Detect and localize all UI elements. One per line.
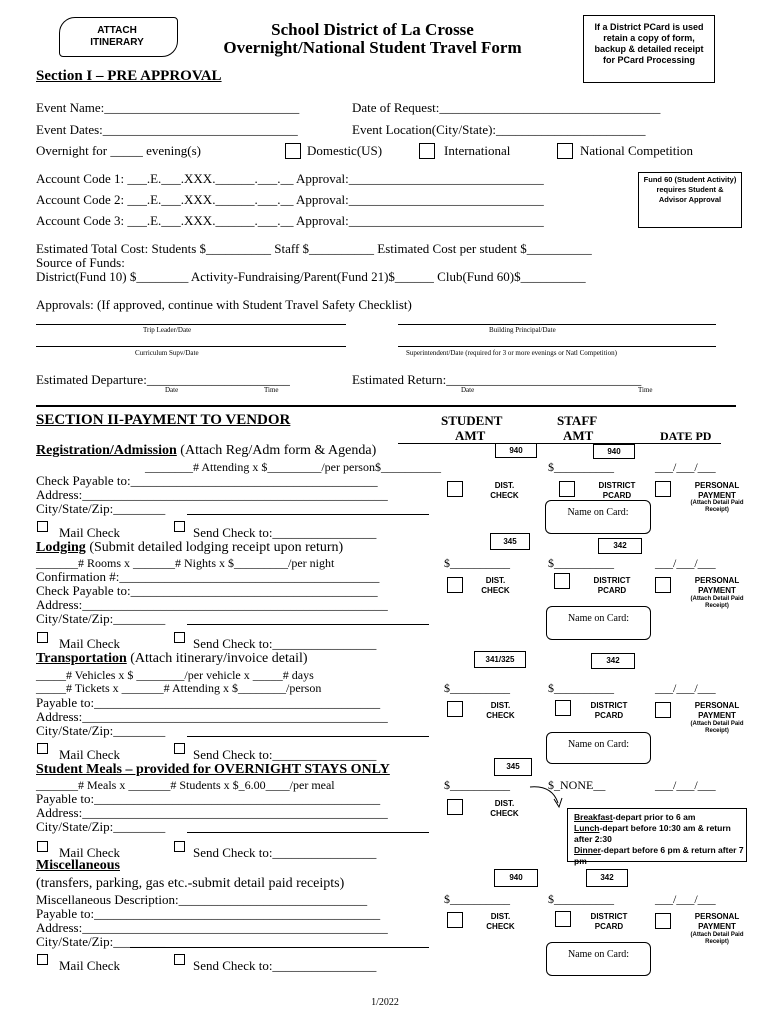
transportation-title-main: Transportation bbox=[36, 651, 127, 666]
national-competition-checkbox[interactable] bbox=[557, 143, 573, 159]
domestic-checkbox[interactable] bbox=[285, 143, 301, 159]
misc-attach-detail: (Attach Detail Paid Receipt) bbox=[690, 932, 744, 945]
lodging-title bbox=[36, 540, 343, 556]
breakfast-label: Breakfast bbox=[574, 812, 613, 822]
approvals-label: Approvals: (If approved, continue with Student Travel Safety Checklist) bbox=[36, 297, 412, 312]
registration-title-main: Registration/Admission bbox=[36, 443, 177, 458]
attach-itinerary-label: ATTACH ITINERARY bbox=[90, 25, 144, 48]
meals-dist-check-checkbox[interactable] bbox=[447, 799, 463, 815]
meals-student-code: 345 bbox=[494, 758, 532, 776]
transportation-student-amt-field[interactable]: $__________ bbox=[444, 681, 510, 695]
registration-send-check-field[interactable]: Send Check to:________________ bbox=[193, 525, 377, 540]
estimated-return-field[interactable]: Estimated Return:______________________________ bbox=[352, 372, 642, 387]
transportation-payable-field[interactable]: Payable to:____________________________________________ bbox=[36, 695, 381, 710]
misc-staff-code: 342 bbox=[586, 869, 628, 887]
lunch-label: Lunch bbox=[574, 823, 600, 833]
fund-amounts-field[interactable]: District(Fund 10) $________ Activity-Fundraising/Parent(Fund 21)$______ Club(Fund 60)$__________ bbox=[36, 269, 586, 284]
transportation-send-check-field[interactable]: Send Check to:________________ bbox=[193, 747, 377, 762]
lodging-city-line2[interactable] bbox=[187, 624, 429, 625]
registration-staff-amt-field[interactable]: $__________ bbox=[548, 460, 614, 474]
estimated-departure-field[interactable]: Estimated Departure:______________________ bbox=[36, 372, 290, 387]
lodging-date-pd-field[interactable]: ___/___/___ bbox=[655, 556, 716, 570]
lodging-send-check-field[interactable]: Send Check to:________________ bbox=[193, 636, 377, 651]
col-date-pd-label: DATE PD bbox=[660, 429, 712, 443]
misc-city-line2[interactable] bbox=[130, 947, 429, 948]
registration-city-field[interactable]: City/State/Zip:________ bbox=[36, 501, 166, 516]
event-location-field[interactable]: Event Location(City/State):_______________________ bbox=[352, 122, 646, 137]
registration-check-payable-field[interactable]: Check Payable to:______________________________________ bbox=[36, 473, 378, 488]
lodging-name-on-card[interactable] bbox=[546, 606, 651, 640]
fund60-note: Fund 60 (Student Activity) requires Student & Advisor Approval bbox=[643, 175, 737, 204]
name-on-card-label: Name on Card: bbox=[567, 507, 629, 518]
name-on-card-label: Name on Card: bbox=[567, 949, 630, 960]
dinner-label: Dinner bbox=[574, 845, 601, 855]
lodging-staff-amt-field[interactable]: $__________ bbox=[548, 556, 614, 570]
transportation-mail-check-checkbox[interactable] bbox=[37, 743, 48, 754]
registration-staff-code: 940 bbox=[593, 444, 635, 459]
lunch-text: -depart before 10:30 am & return after 2:30 bbox=[574, 823, 731, 844]
dinner-text: -depart before 6 pm & return after 7 pm bbox=[574, 845, 744, 866]
transportation-personal-checkbox[interactable] bbox=[655, 702, 671, 718]
meals-send-check-checkbox[interactable] bbox=[174, 841, 185, 852]
form-title-line2: Overnight/National Student Travel Form bbox=[223, 38, 522, 57]
misc-send-check-field[interactable]: Send Check to:________________ bbox=[193, 958, 377, 973]
registration-send-check-checkbox[interactable] bbox=[174, 521, 185, 532]
domestic-label: Domestic(US) bbox=[307, 143, 383, 158]
event-dates-field[interactable]: Event Dates:______________________________ bbox=[36, 122, 298, 137]
section2-heading: SECTION II-PAYMENT TO VENDOR bbox=[36, 412, 291, 428]
misc-staff-amt-field[interactable]: $__________ bbox=[548, 892, 614, 906]
international-label: International bbox=[444, 143, 511, 158]
meals-per-meal-field[interactable]: _______# Meals x _______# Students x $_6.00____/per meal bbox=[36, 778, 335, 792]
meals-payable-field[interactable]: Payable to:____________________________________________ bbox=[36, 791, 381, 806]
departure-date-label: Date bbox=[165, 386, 179, 394]
transportation-pcard-label: DISTRICT PCARD bbox=[590, 701, 628, 720]
form-title-line1: School District of La Crosse bbox=[271, 20, 474, 39]
transportation-date-pd-field[interactable]: ___/___/___ bbox=[655, 681, 716, 695]
transportation-title-note: (Attach itinerary/invoice detail) bbox=[126, 651, 308, 666]
lodging-title-main: Lodging bbox=[36, 540, 86, 555]
col-staff-amt-label: AMT bbox=[563, 428, 594, 443]
lodging-address-field[interactable]: Address:_______________________________________________ bbox=[36, 597, 388, 612]
transportation-staff-amt-field[interactable]: $__________ bbox=[548, 681, 614, 695]
misc-name-on-card[interactable] bbox=[546, 942, 651, 976]
transportation-attach-detail: (Attach Detail Paid Receipt) bbox=[690, 721, 744, 734]
registration-student-code: 940 bbox=[495, 443, 537, 458]
col-student-amt-label: AMT bbox=[455, 428, 486, 443]
registration-mail-check-label: Mail Check bbox=[59, 525, 121, 540]
curriculum-signature-line[interactable] bbox=[36, 346, 346, 347]
lunch-rule bbox=[574, 823, 744, 845]
registration-pcard-checkbox[interactable] bbox=[559, 481, 575, 497]
return-date-label: Date bbox=[461, 386, 475, 394]
meals-staff-amt-field[interactable]: $_NONE__ bbox=[548, 778, 606, 792]
meals-city-line2[interactable] bbox=[187, 832, 429, 833]
registration-date-pd-field[interactable]: ___/___/___ bbox=[655, 460, 716, 474]
attach-itinerary-box bbox=[59, 17, 178, 57]
national-competition-label: National Competition bbox=[580, 143, 694, 158]
transportation-dist-check-label: DIST. CHECK bbox=[486, 701, 515, 720]
event-name-field[interactable]: Event Name:______________________________ bbox=[36, 100, 300, 115]
misc-dist-check-label: DIST. CHECK bbox=[486, 912, 515, 931]
meals-student-amt-field[interactable]: $__________ bbox=[444, 778, 510, 792]
registration-mail-check-checkbox[interactable] bbox=[37, 521, 48, 532]
registration-personal-label: PERSONAL PAYMENT bbox=[694, 481, 740, 500]
lodging-send-check-checkbox[interactable] bbox=[174, 632, 185, 643]
meals-send-check-field[interactable]: Send Check to:________________ bbox=[193, 845, 377, 860]
fund60-note-box bbox=[638, 172, 742, 228]
lodging-rooms-nights-field[interactable]: _______# Rooms x _______# Nights x $_________/per night bbox=[36, 556, 335, 570]
misc-description-field[interactable]: Miscellaneous Description:_____________________________ bbox=[36, 892, 368, 907]
superintendent-label: Superintendent/Date (required for 3 or more evenings or Natl Competition) bbox=[406, 349, 617, 357]
misc-send-check-checkbox[interactable] bbox=[174, 954, 185, 965]
misc-mail-check-label: Mail Check bbox=[59, 958, 121, 973]
misc-personal-label: PERSONAL PAYMENT bbox=[694, 912, 740, 931]
name-on-card-label: Name on Card: bbox=[567, 739, 630, 750]
meals-city-field[interactable]: City/State/Zip:________ bbox=[36, 819, 166, 834]
meals-dist-check-label: DIST. CHECK bbox=[490, 799, 519, 818]
registration-attending-field[interactable]: ________# Attending x $_________/per person$__________ bbox=[145, 460, 441, 474]
lodging-city-field[interactable]: City/State/Zip:________ bbox=[36, 611, 166, 626]
lodging-pcard-checkbox[interactable] bbox=[554, 573, 570, 589]
principal-signature-line[interactable] bbox=[398, 324, 716, 325]
transportation-pcard-checkbox[interactable] bbox=[555, 700, 571, 716]
lodging-mail-check-label: Mail Check bbox=[59, 636, 121, 651]
column-header-underline bbox=[398, 443, 721, 444]
misc-subtitle: (transfers, parking, gas etc.-submit detail paid receipts) bbox=[36, 876, 345, 891]
trip-leader-label: Trip Leader/Date bbox=[143, 326, 192, 334]
meals-address-field[interactable]: Address:_______________________________________________ bbox=[36, 805, 388, 820]
transportation-title bbox=[36, 651, 308, 667]
lodging-attach-detail: (Attach Detail Paid Receipt) bbox=[690, 596, 744, 609]
transportation-personal-label: PERSONAL PAYMENT bbox=[694, 701, 740, 720]
account-code-2-field[interactable]: Account Code 2: ___.E.___.XXX.______.___.__ Approval:______________________________ bbox=[36, 192, 544, 207]
lodging-personal-checkbox[interactable] bbox=[655, 577, 671, 593]
international-checkbox[interactable] bbox=[419, 143, 435, 159]
trip-leader-signature-line[interactable] bbox=[36, 324, 346, 325]
form-version: 1/2022 bbox=[371, 997, 399, 1008]
misc-pcard-checkbox[interactable] bbox=[555, 911, 571, 927]
curriculum-supv-label: Curriculum Supv/Date bbox=[135, 349, 199, 357]
col-student-label: STUDENT bbox=[441, 413, 503, 428]
lodging-mail-check-checkbox[interactable] bbox=[37, 632, 48, 643]
misc-title: Miscellaneous bbox=[36, 858, 120, 873]
registration-title-note: (Attach Reg/Adm form & Agenda) bbox=[176, 443, 377, 458]
registration-address-field[interactable]: Address:_______________________________________________ bbox=[36, 487, 388, 502]
misc-pcard-label: DISTRICT PCARD bbox=[590, 912, 628, 931]
registration-personal-checkbox[interactable] bbox=[655, 481, 671, 497]
lodging-dist-check-label: DIST. CHECK bbox=[481, 576, 510, 595]
lodging-staff-code: 342 bbox=[598, 538, 642, 554]
lodging-title-note: (Submit detailed lodging receipt upon return) bbox=[85, 540, 344, 555]
transportation-dist-check-checkbox[interactable] bbox=[447, 701, 463, 717]
transportation-city-line2[interactable] bbox=[187, 736, 429, 737]
misc-personal-checkbox[interactable] bbox=[655, 913, 671, 929]
departure-time-label: Time bbox=[264, 386, 279, 394]
registration-pcard-label: DISTRICT PCARD bbox=[598, 481, 636, 500]
lodging-personal-label: PERSONAL PAYMENT bbox=[694, 576, 740, 595]
transportation-tickets-field[interactable]: _____# Tickets x _______# Attending x $________/person bbox=[36, 681, 322, 695]
transportation-vehicles-field[interactable]: _____# Vehicles x $ ________/per vehicle x _____# days bbox=[36, 668, 314, 682]
transportation-mail-check-label: Mail Check bbox=[59, 747, 121, 762]
registration-attach-detail: (Attach Detail Paid Receipt) bbox=[690, 500, 744, 513]
transportation-city-field[interactable]: City/State/Zip:________ bbox=[36, 723, 166, 738]
transportation-name-on-card[interactable] bbox=[546, 732, 651, 764]
misc-city-field[interactable]: City/State/Zip:________ bbox=[36, 934, 166, 949]
building-principal-label: Building Principal/Date bbox=[489, 326, 556, 334]
dinner-rule bbox=[574, 845, 744, 867]
lodging-student-code: 345 bbox=[490, 533, 530, 550]
transportation-student-code: 341/325 bbox=[474, 651, 526, 668]
source-of-funds-label: Source of Funds: bbox=[36, 255, 125, 270]
estimated-total-cost-field[interactable]: Estimated Total Cost: Students $__________ Staff $__________ Estimated Cost per student $__________ bbox=[36, 241, 592, 256]
section-divider bbox=[36, 405, 736, 407]
section1-heading: Section I – PRE APPROVAL bbox=[36, 68, 222, 84]
misc-mail-check-checkbox[interactable] bbox=[37, 954, 48, 965]
registration-dist-check-label: DIST. CHECK bbox=[490, 481, 519, 500]
date-of-request-field[interactable]: Date of Request:__________________________________ bbox=[352, 100, 661, 115]
misc-dist-check-checkbox[interactable] bbox=[447, 912, 463, 928]
return-time-label: Time bbox=[638, 386, 653, 394]
pcard-note-box bbox=[583, 15, 715, 83]
account-code-1-field[interactable]: Account Code 1: ___.E.___.XXX.______.___.__ Approval:______________________________ bbox=[36, 171, 544, 186]
overnight-evenings-field[interactable]: Overnight for _____ evening(s) bbox=[36, 143, 201, 158]
misc-date-pd-field[interactable]: ___/___/___ bbox=[655, 892, 716, 906]
breakfast-text: -depart prior to 6 am bbox=[612, 812, 696, 822]
registration-name-on-card[interactable] bbox=[545, 500, 651, 534]
lodging-student-amt-field[interactable]: $__________ bbox=[444, 556, 510, 570]
meals-arrow-icon bbox=[528, 783, 568, 813]
account-code-3-field[interactable]: Account Code 3: ___.E.___.XXX.______.___.__ Approval:______________________________ bbox=[36, 213, 544, 228]
transportation-send-check-checkbox[interactable] bbox=[174, 743, 185, 754]
lodging-check-payable-field[interactable]: Check Payable to:______________________________________ bbox=[36, 583, 378, 598]
meals-date-pd-field[interactable]: ___/___/___ bbox=[655, 778, 716, 792]
misc-student-amt-field[interactable]: $__________ bbox=[444, 892, 510, 906]
misc-payable-field[interactable]: Payable to:____________________________________________ bbox=[36, 906, 381, 921]
registration-city-line2[interactable] bbox=[187, 514, 429, 515]
registration-dist-check-checkbox[interactable] bbox=[447, 481, 463, 497]
col-staff-label: STAFF bbox=[557, 413, 598, 428]
transportation-staff-code: 342 bbox=[591, 653, 635, 669]
pcard-note: If a District PCard is used retain a copy of form, backup & detailed receipt for PCard Processing bbox=[594, 22, 704, 65]
misc-student-code: 940 bbox=[494, 869, 538, 887]
breakfast-rule bbox=[574, 812, 744, 823]
name-on-card-label: Name on Card: bbox=[567, 613, 630, 624]
meals-mail-check-label: Mail Check bbox=[59, 845, 121, 860]
lodging-pcard-label: DISTRICT PCARD bbox=[593, 576, 631, 595]
registration-title bbox=[36, 443, 376, 459]
lodging-dist-check-checkbox[interactable] bbox=[447, 577, 463, 593]
superintendent-signature-line[interactable] bbox=[398, 346, 716, 347]
transportation-address-field[interactable]: Address:_______________________________________________ bbox=[36, 709, 388, 724]
misc-address-field[interactable]: Address:_______________________________________________ bbox=[36, 920, 388, 935]
lodging-confirmation-field[interactable]: Confirmation #:________________________________________ bbox=[36, 569, 380, 584]
meals-mail-check-checkbox[interactable] bbox=[37, 841, 48, 852]
meals-title: Student Meals – provided for OVERNIGHT STAYS ONLY bbox=[36, 762, 390, 777]
